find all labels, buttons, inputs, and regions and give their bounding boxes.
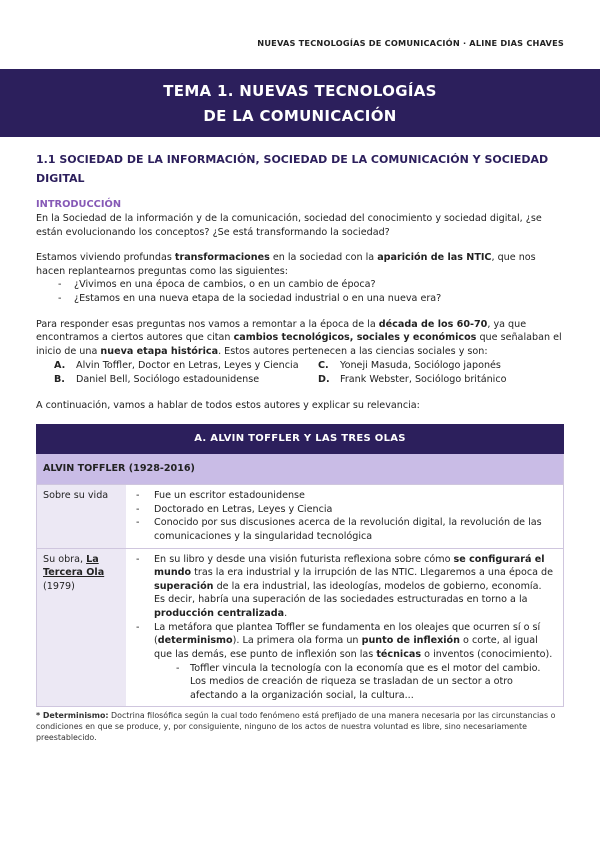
page-title-line1: TEMA 1. NUEVAS TECNOLOGÍAS: [163, 82, 437, 100]
section-heading: [36, 150, 564, 188]
bold-text: cambios tecnológicos, sociales y económicos: [233, 332, 477, 344]
table-row: [37, 484, 563, 547]
table-header: ALVIN TOFFLER (1928-2016): [37, 454, 563, 484]
bold-text: técnicas: [376, 648, 422, 660]
list-item: - Fue un escritor estadounidense: [154, 489, 555, 503]
list-item: - Toffler vincula la tecnología con la economía que es el motor del cambio. Los medios de creación de riqueza se trasladan de un sector a otro afectando a la organización social, la cultura...: [190, 662, 555, 703]
list-marker: D.: [318, 374, 330, 385]
list-item: - Conocido por sus discusiones acerca de la revolución digital, la revolución de las comunicaciones y la singularidad tecnológica: [154, 516, 555, 543]
list-text: Frank Webster, Sociólogo británico: [340, 374, 507, 385]
list-item: [154, 621, 555, 703]
text: Para responder esas preguntas nos vamos a remontar a la época de la: [36, 318, 379, 330]
questions-list: [36, 278, 564, 305]
list-item: - Doctorado en Letras, Leyes y Ciencia: [154, 503, 555, 517]
text: Estamos viviendo profundas: [36, 252, 175, 264]
text: La metáfora que plantea Toffler se fundamenta en los oleajes que ocurren sí o sí (: [154, 621, 541, 647]
list-text: Daniel Bell, Sociólogo estadounidense: [76, 374, 260, 385]
bold-text: punto de inflexión: [361, 635, 460, 647]
intro-paragraph-1: En la Sociedad de la información y de la comunicación, sociedad del conocimiento y sociedad digital, ¿se están evolucionando los conceptos? ¿Se está transformando la sociedad?: [36, 212, 542, 238]
text: ). La primera ola forma un: [232, 635, 362, 647]
text: . Estos autores pertenecen a las ciencias sociales y son:: [218, 345, 488, 357]
list-item: [36, 373, 300, 387]
list-item: - ¿Estamos en una nueva etapa de la sociedad industrial o en una nueva era?: [74, 292, 564, 306]
section-a-banner: A. ALVIN TOFFLER Y LAS TRES OLAS: [36, 424, 564, 454]
text: de la era industrial, las ideologías, modelos de gobierno, economía. Es decir, habría una superación de las sociedades estructuradas en torno a la: [154, 580, 542, 606]
text: En su libro y desde una visión futurista reflexiona sobre cómo: [154, 553, 454, 565]
text: , que nos hacen replantearnos preguntas como las siguientes:: [36, 252, 536, 277]
text: .: [284, 608, 288, 620]
row-label: [37, 549, 126, 707]
intro-heading: INTRODUCCIÓN: [36, 199, 122, 210]
list-item: [154, 553, 555, 621]
text: o corte, al igual que las demás, ese punto de inflexión son las: [154, 635, 538, 660]
bold-text: nueva etapa histórica: [100, 345, 219, 357]
bold-text: década de los 60-70: [378, 318, 488, 330]
bold-text: se configurará el mundo: [154, 553, 545, 579]
footnote-text: Doctrina filosófica según la cual todo fenómeno está prefijado de una manera necesaria por las circunstancias o condiciones en que se produce, y, por consiguiente, ninguno de los actos de nuestra voluntad es libre, sino necesariamente preestablecido.: [36, 711, 556, 743]
text: tras la era industrial y la irrupción de las NTIC. Llegaremos a una época de: [191, 567, 554, 579]
bold-text: determinismo: [157, 635, 233, 647]
text: Su obra,: [43, 553, 87, 565]
list-item: [36, 359, 300, 373]
list-marker: C.: [318, 360, 329, 372]
intro-paragraph-2: [36, 251, 564, 278]
row-content: [126, 549, 563, 707]
lead-paragraph: A continuación, vamos a hablar de todos estos autores y explicar su relevancia:: [36, 399, 420, 411]
document-body: [36, 150, 564, 744]
text: que señalaban el inicio de una: [36, 332, 562, 357]
row-label: Sobre su vida: [37, 485, 126, 547]
text: o inventos (conocimiento).: [421, 648, 553, 660]
text: , ya que encontramos a ciertos autores que citan: [36, 318, 527, 344]
intro-paragraph-3: [36, 318, 564, 359]
section-heading-line1: 1.1 SOCIEDAD DE LA INFORMACIÓN, SOCIEDAD DE LA COMUNICACIÓN Y SOCIEDAD: [36, 153, 549, 166]
page-title-line2: DE LA COMUNICACIÓN: [203, 107, 397, 125]
row-content: [126, 485, 563, 547]
bold-text: superación: [154, 580, 214, 592]
footnote: [36, 711, 564, 744]
text: en la sociedad con la: [269, 252, 378, 264]
list-text: Yoneji Masuda, Sociólogo japonés: [340, 360, 501, 372]
authors-list: [36, 359, 564, 386]
table-row: [37, 548, 563, 707]
book-title: La Tercera Ola: [43, 553, 105, 579]
toffler-table: [36, 454, 564, 707]
text: (1979): [43, 580, 75, 592]
list-item: [300, 359, 564, 373]
running-header: NUEVAS TECNOLOGÍAS DE COMUNICACIÓN · ALINE DIAS CHAVES: [257, 38, 564, 48]
list-marker: B.: [54, 374, 65, 385]
list-text: Alvin Toffler, Doctor en Letras, Leyes y Ciencia: [76, 360, 299, 372]
list-item: - ¿Vivimos en una época de cambios, o en un cambio de época?: [74, 278, 564, 292]
bold-text: producción centralizada: [154, 608, 285, 620]
bold-text: aparición de las NTIC: [377, 252, 492, 264]
footnote-label: * Determinismo:: [36, 711, 109, 721]
section-heading-line2: DIGITAL: [36, 172, 85, 185]
list-item: [300, 373, 564, 387]
bold-text: transformaciones: [174, 252, 270, 264]
list-marker: A.: [54, 360, 66, 372]
title-band: [0, 69, 600, 137]
